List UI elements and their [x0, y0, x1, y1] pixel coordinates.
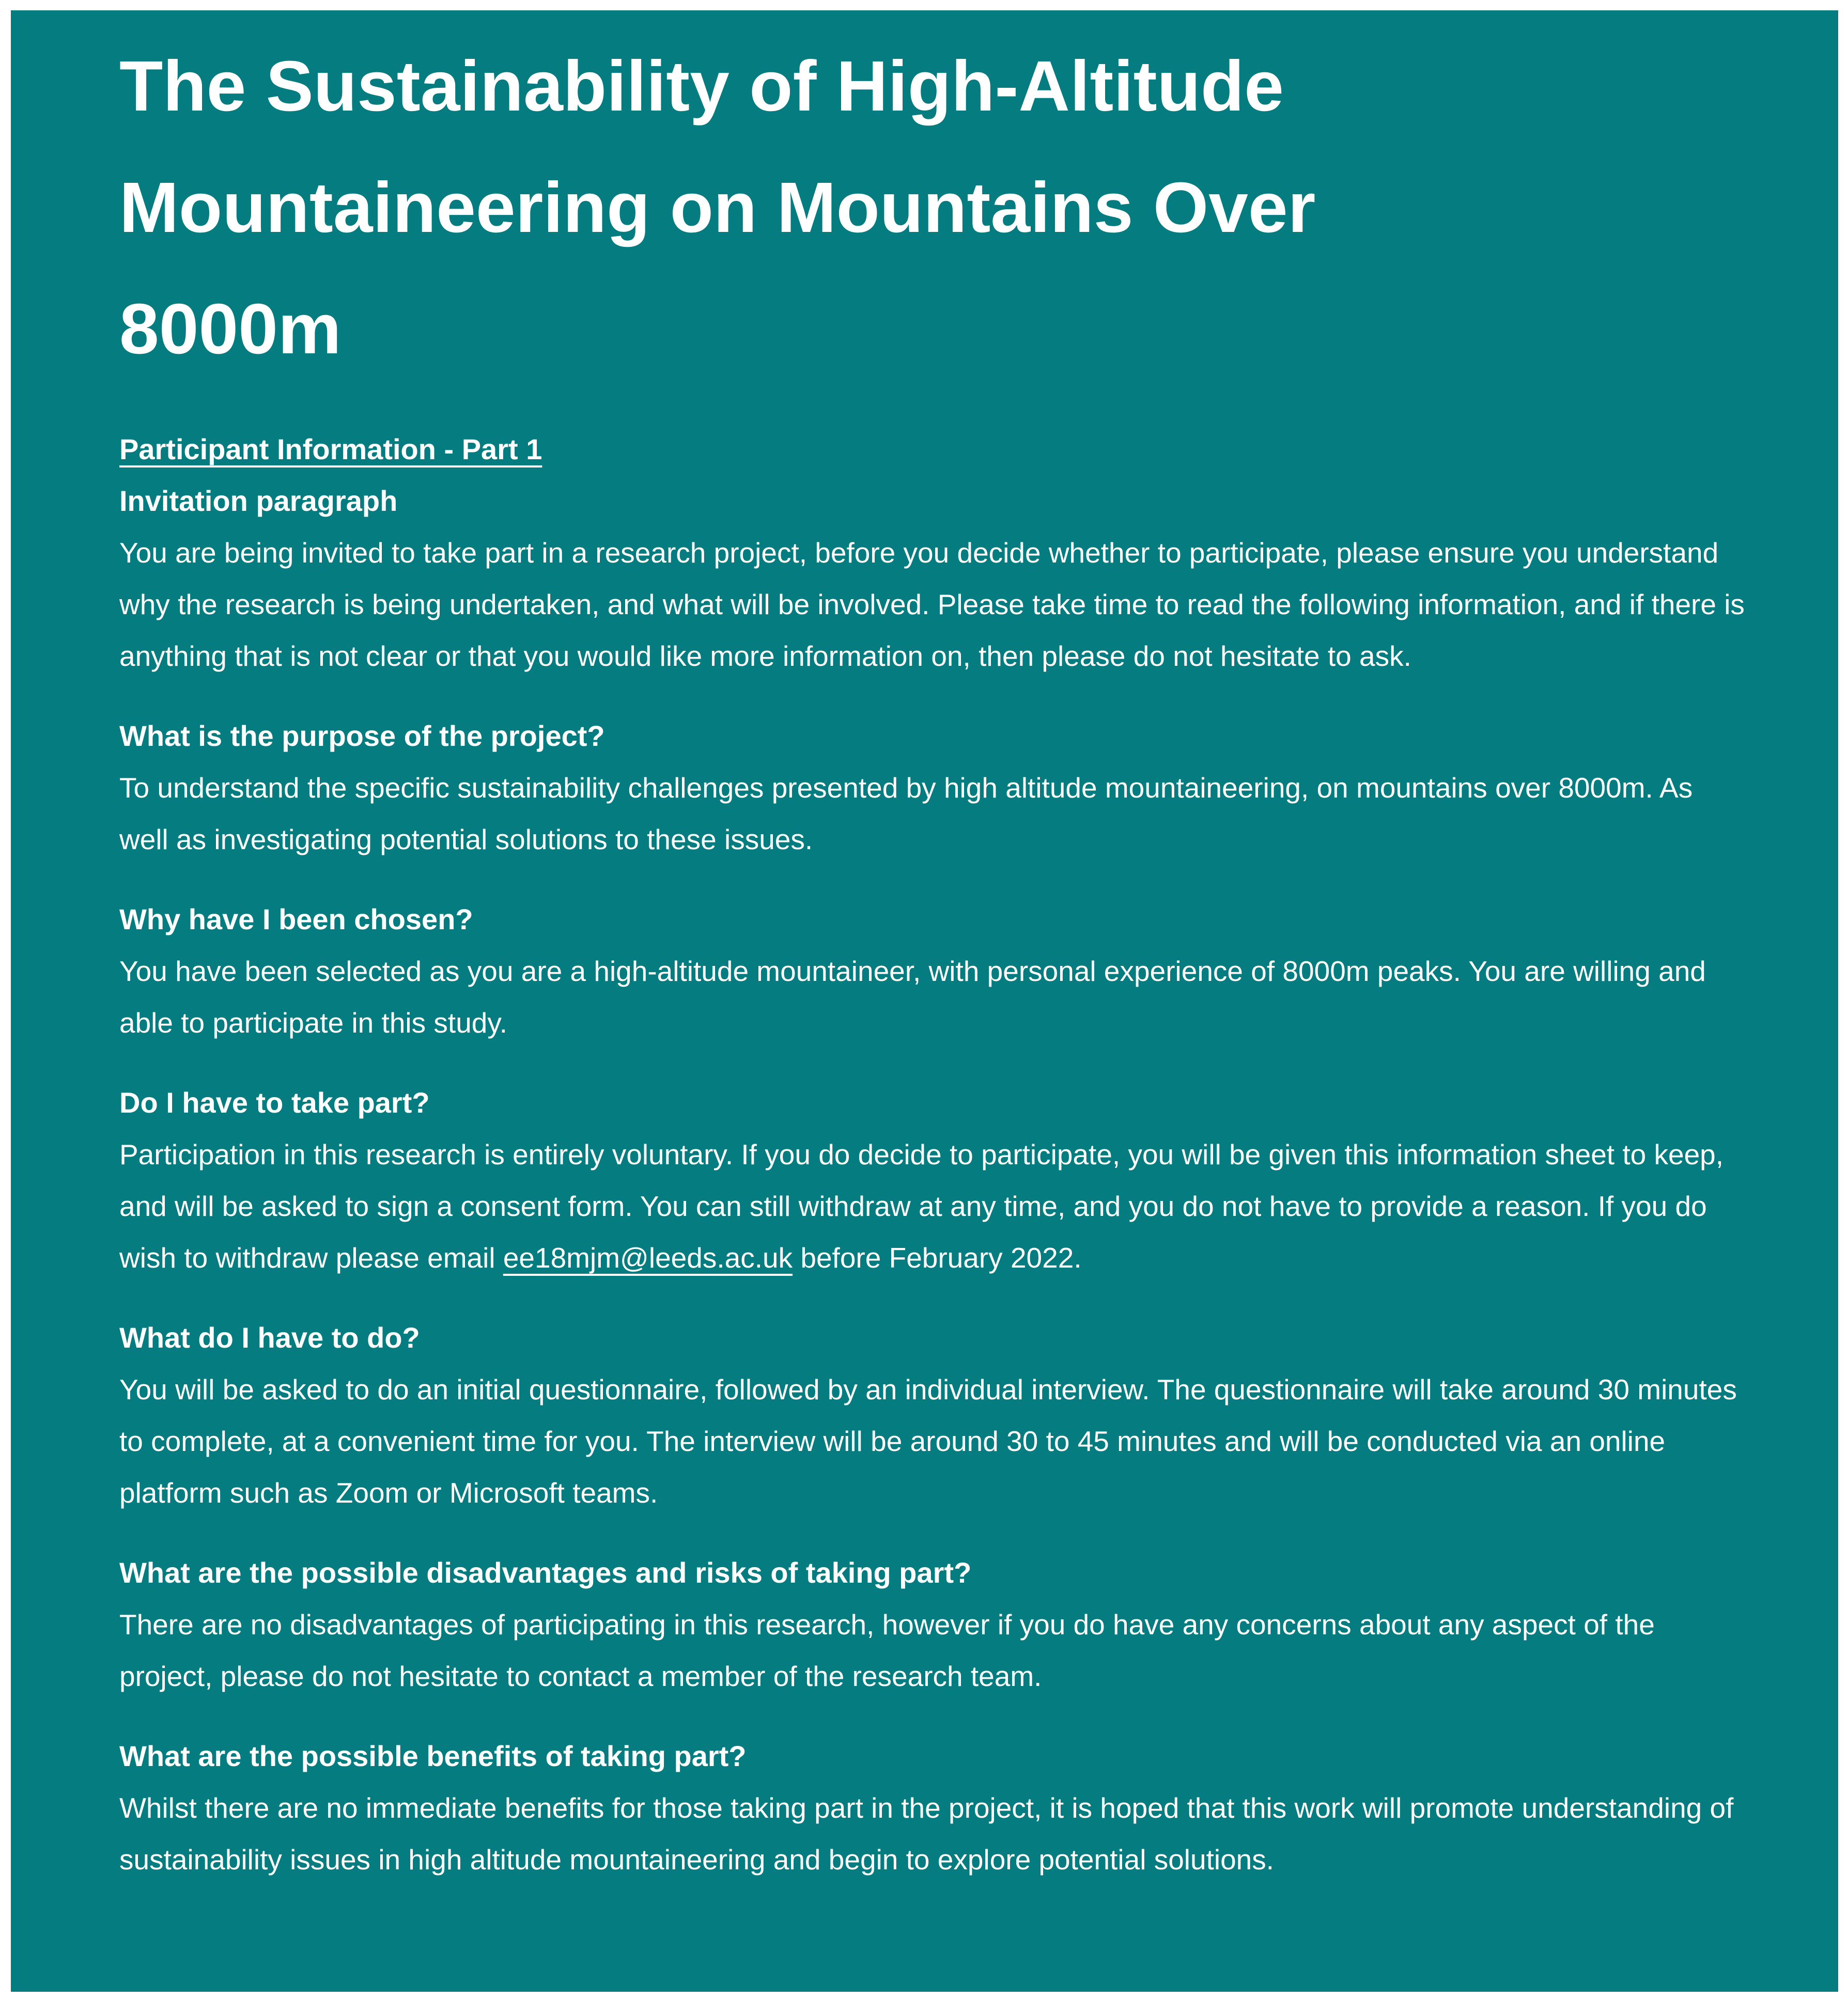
part-label: Participant Information - Part 1 [119, 433, 542, 465]
section-body-what-to-do: You will be asked to do an initial questionnaire, followed by an individual interview. The questionnaire will take around 30 minutes to complete, at a convenient time for you. The interview will be around 30 to 45 minutes and will be conducted via an online platform such as Zoom or Microsoft teams. [119, 1373, 1737, 1509]
section-body-take-part [119, 1129, 1747, 1284]
teal-page-panel [11, 10, 1838, 1992]
section-heading-take-part: Do I have to take part? [119, 1086, 430, 1119]
section-take-part [119, 1077, 1750, 1284]
section-heading-why-chosen: Why have I been chosen? [119, 903, 473, 935]
section-heading-purpose: What is the purpose of the project? [119, 720, 605, 752]
document-title-line-2: Mountaineering on Mountains Over [119, 168, 1316, 247]
section-why-chosen [119, 894, 1750, 1049]
section-invitation [119, 475, 1750, 682]
section-what-to-do [119, 1312, 1750, 1519]
section-benefits [119, 1730, 1750, 1885]
take-part-text-after-link: before February 2022. [793, 1242, 1082, 1274]
section-body-benefits: Whilst there are no immediate benefits for those taking part in the project, it is hoped that this work will promote understanding of sustainability issues in high altitude mountaineering and begin to explore potential solutions. [119, 1792, 1734, 1876]
document-title-line-1: The Sustainability of High-Altitude [119, 46, 1284, 126]
section-body-purpose: To understand the specific sustainability challenges presented by high altitude mountaineering, on mountains over 8000m. As well as investigating potential solutions to these issues. [119, 772, 1693, 855]
section-body-why-chosen: You have been selected as you are a high-altitude mountaineer, with personal experience of 8000m peaks. You are willing and able to participate in this study. [119, 955, 1706, 1039]
take-part-text-before-link: Participation in this research is entirely voluntary. If you do decide to participate, you will be given this information sheet to keep, and will be asked to sign a consent form. You can still withdraw at any time, and you do not have to provide a reason. If you do wish to withdraw please email [119, 1138, 1724, 1274]
section-heading-invitation: Invitation paragraph [119, 485, 398, 517]
section-heading-disadvantages: What are the possible disadvantages and risks of taking part? [119, 1556, 972, 1589]
section-disadvantages [119, 1547, 1750, 1702]
section-heading-benefits: What are the possible benefits of taking part? [119, 1740, 747, 1772]
withdraw-email-link[interactable]: ee18mjm@leeds.ac.uk [503, 1242, 793, 1274]
document-title-line-3: 8000m [119, 289, 341, 369]
section-heading-what-to-do: What do I have to do? [119, 1321, 420, 1354]
document-title [119, 26, 1750, 390]
section-body-invitation: You are being invited to take part in a research project, before you decide whether to participate, please ensure you understand why the research is being undertaken, and what will be involved. Please take time to read the following information, and if there is anything that is not clear or that you would like more information on, then please do not hesitate to ask. [119, 537, 1745, 672]
section-body-disadvantages: There are no disadvantages of participating in this research, however if you do have any concerns about any aspect of the project, please do not hesitate to contact a member of the research team. [119, 1608, 1655, 1692]
section-purpose [119, 710, 1750, 865]
